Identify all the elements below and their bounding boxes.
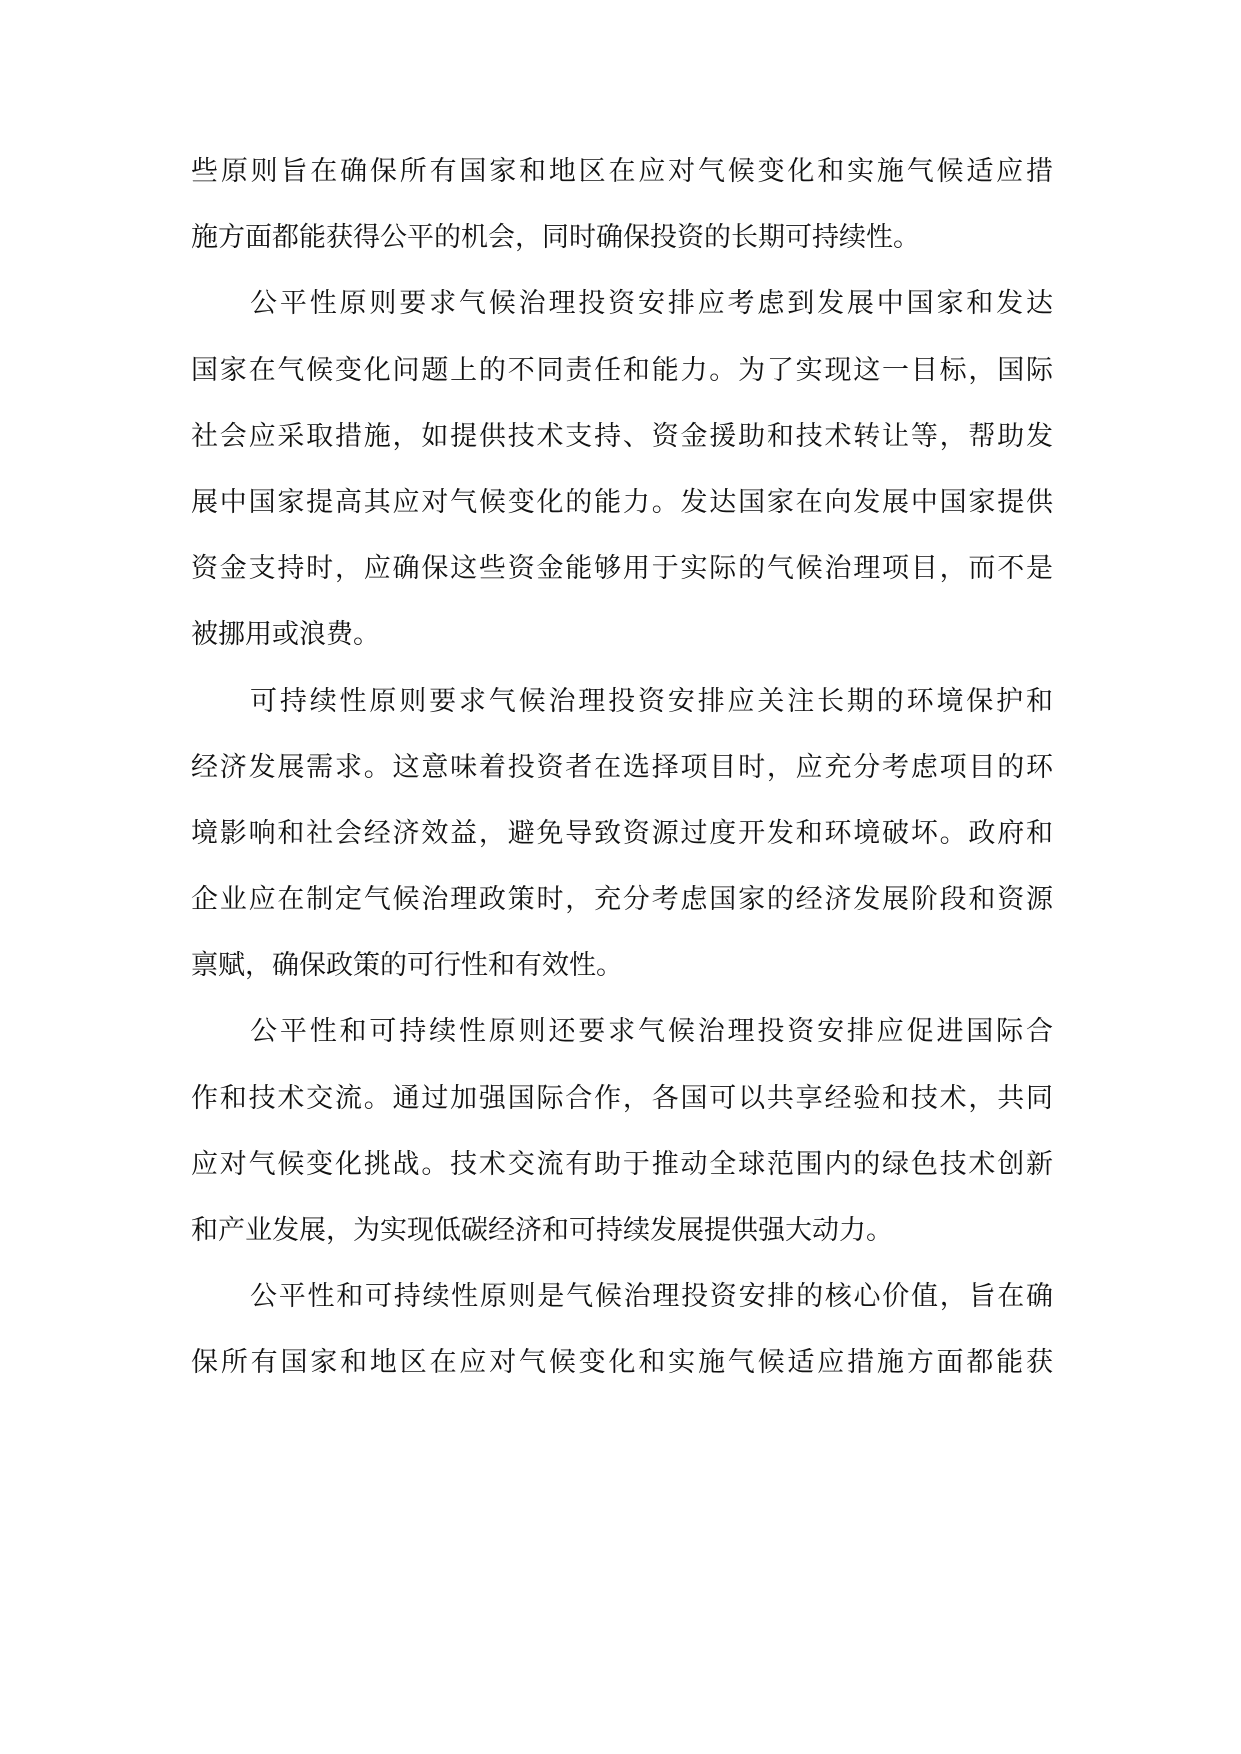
text-line: 些原则旨在确保所有国家和地区在应对气候变化和实施气候适应措 bbox=[191, 156, 1053, 187]
text-line: 可持续性原则要求气候治理投资安排应关注长期的环境保护和 bbox=[250, 685, 1053, 717]
text-line: 作和技术交流。通过加强国际合作，各国可以共享经验和技术，共同 bbox=[191, 1082, 1053, 1114]
text-line: 展中国家提高其应对气候变化的能力。发达国家在向发展中国家提供 bbox=[191, 486, 1053, 518]
text-line: 禀赋，确保政策的可行性和有效性。 bbox=[191, 950, 623, 982]
text-line: 和产业发展，为实现低碳经济和可持续发展提供强大动力。 bbox=[191, 1215, 893, 1246]
text-line: 经济发展需求。这意味着投资者在选择项目时，应充分考虑项目的环 bbox=[191, 751, 1053, 783]
text-line: 企业应在制定气候治理政策时，充分考虑国家的经济发展阶段和资源 bbox=[191, 884, 1053, 916]
text-line: 境影响和社会经济效益，避免导致资源过度开发和环境破坏。政府和 bbox=[191, 817, 1053, 849]
text-line: 社会应采取措施，如提供技术支持、资金援助和技术转让等，帮助发 bbox=[191, 420, 1053, 452]
text-line: 保所有国家和地区在应对气候变化和实施气候适应措施方面都能获 bbox=[191, 1347, 1053, 1379]
text-line: 公平性和可持续性原则还要求气候治理投资安排应促进国际合 bbox=[250, 1016, 1053, 1048]
text-line: 被挪用或浪费。 bbox=[191, 619, 380, 651]
text-line: 施方面都能获得公平的机会，同时确保投资的长期可持续性。 bbox=[191, 222, 920, 254]
text-line: 公平性和可持续性原则是气候治理投资安排的核心价值，旨在确 bbox=[250, 1281, 1053, 1313]
document-body bbox=[191, 139, 1053, 1397]
text-line: 公平性原则要求气候治理投资安排应考虑到发展中国家和发达 bbox=[250, 288, 1053, 320]
text-line: 国家在气候变化问题上的不同责任和能力。为了实现这一目标，国际 bbox=[191, 354, 1053, 386]
text-line: 资金支持时，应确保这些资金能够用于实际的气候治理项目，而不是 bbox=[191, 553, 1053, 585]
text-line: 应对气候变化挑战。技术交流有助于推动全球范围内的绿色技术创新 bbox=[191, 1148, 1053, 1180]
